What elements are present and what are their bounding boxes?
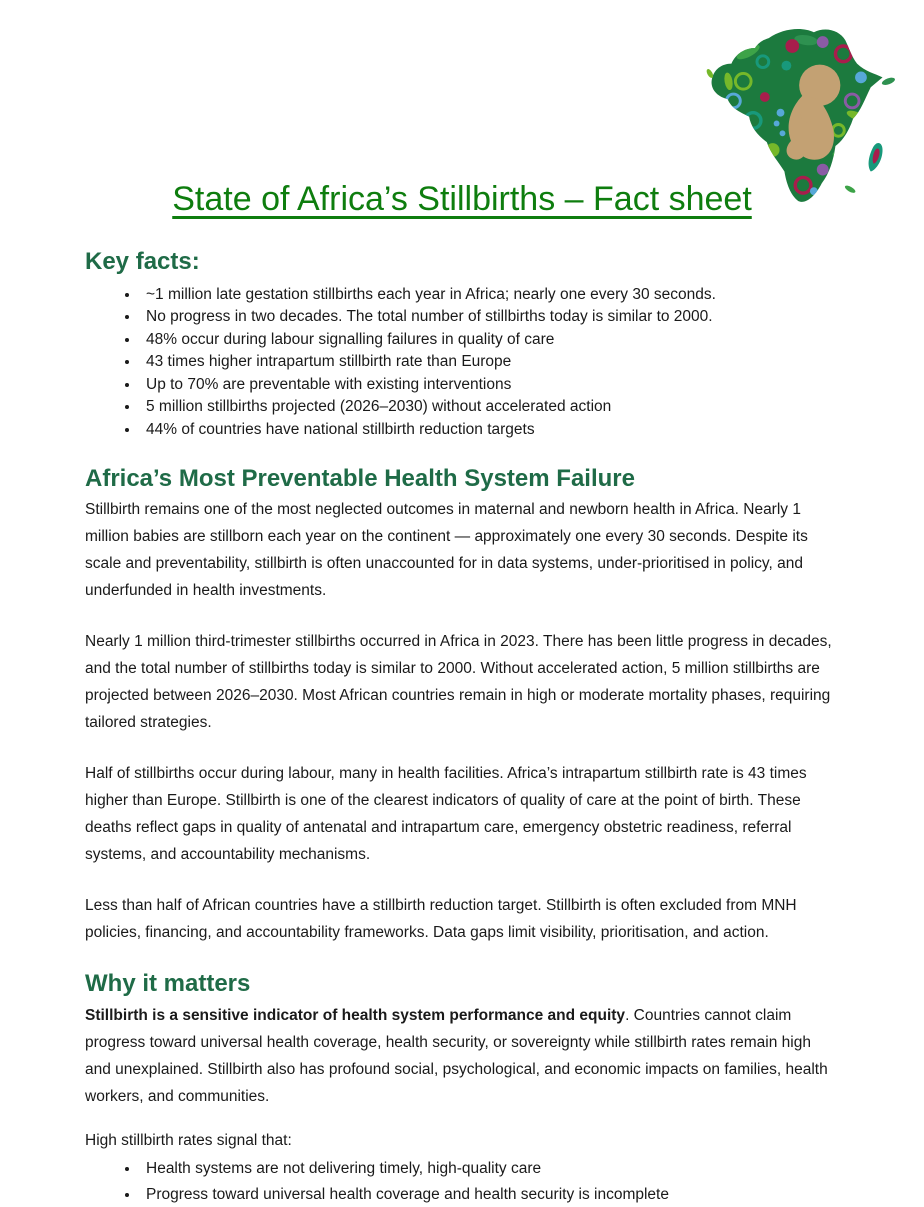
failure-section	[85, 465, 840, 946]
key-facts-section	[85, 248, 840, 441]
key-fact-item: • 5 million stillbirths projected (2026–2030) without accelerated action	[140, 396, 840, 419]
page-title: State of Africa’s Stillbirths – Fact sheet	[172, 180, 752, 218]
why-lead-paragraph	[85, 1002, 840, 1110]
key-facts-heading: Key facts:	[85, 248, 200, 276]
why-section	[85, 970, 840, 1207]
failure-section-heading: Africa’s Most Preventable Health System Failure	[85, 465, 635, 493]
document-body	[0, 248, 924, 1207]
africa-fetus-logo	[704, 22, 910, 224]
failure-paragraph: Stillbirth remains one of the most neglected outcomes in maternal and newborn health in Africa. Nearly 1 million babies are stillborn each year on the continent — approximately one every 30 seconds. Despite its scale and preventability, stillbirth is often unaccounted for in data systems, under-prioritised in policy, and underfunded in health investments.	[85, 500, 808, 599]
failure-paragraph: Less than half of African countries have a stillbirth reduction target. Stillbirth is often excluded from MNH policies, financing, and accountability frameworks. Data gaps limit visibility, prioritisation, and action.	[85, 896, 797, 941]
key-fact-item: • 43 times higher intrapartum stillbirth rate than Europe	[140, 351, 840, 374]
failure-paragraph: Half of stillbirths occur during labour, many in health facilities. Africa’s intrapartum stillbirth rate is 43 times higher than Europe. Stillbirth is one of the clearest indicators of quality of care at the point of birth. These deaths reflect gaps in quality of antenatal and intrapartum care, emergency obstetric readiness, referral systems, and accountability mechanisms.	[85, 764, 807, 863]
failure-paragraph: Nearly 1 million third-trimester stillbirths occurred in Africa in 2023. There has been little progress in decades, and the total number of stillbirths today is similar to 2000. Without accelerated action, 5 million stillbirths are projected between 2026–2030. Most African countries remain in high or moderate mortality phases, requiring tailored strategies.	[85, 632, 832, 731]
signal-item: • Progress toward universal health coverage and health security is incomplete	[140, 1182, 840, 1207]
why-lead-bold-text: Stillbirth is a sensitive indicator of health system performance and equity	[85, 1007, 626, 1025]
signal-intro-text: High stillbirth rates signal that:	[85, 1132, 292, 1150]
key-fact-item: • ~1 million late gestation stillbirths each year in Africa; nearly one every 30 seconds.	[140, 284, 840, 307]
signal-item: • Health systems are not delivering timely, high-quality care	[140, 1156, 840, 1182]
why-section-heading: Why it matters	[85, 969, 251, 997]
key-fact-item: • No progress in two decades. The total number of stillbirths today is similar to 2000.	[140, 306, 840, 329]
key-fact-item: • 44% of countries have national stillbirth reduction targets	[140, 419, 840, 442]
key-fact-item: • Up to 70% are preventable with existing interventions	[140, 374, 840, 397]
why-lead-rest-text: . Countries cannot claim progress toward universal health coverage, health security, or sovereignty while stillbirth rates remain high and unexplained. Stillbirth also has profound social, psychological, and economic impacts on families, health workers, and communities.	[85, 1007, 828, 1106]
key-fact-item: • 48% occur during labour signalling failures in quality of care	[140, 329, 840, 352]
africa-fetus-logo-svg	[704, 22, 910, 224]
key-facts-list	[85, 284, 840, 442]
signal-list	[85, 1156, 840, 1207]
